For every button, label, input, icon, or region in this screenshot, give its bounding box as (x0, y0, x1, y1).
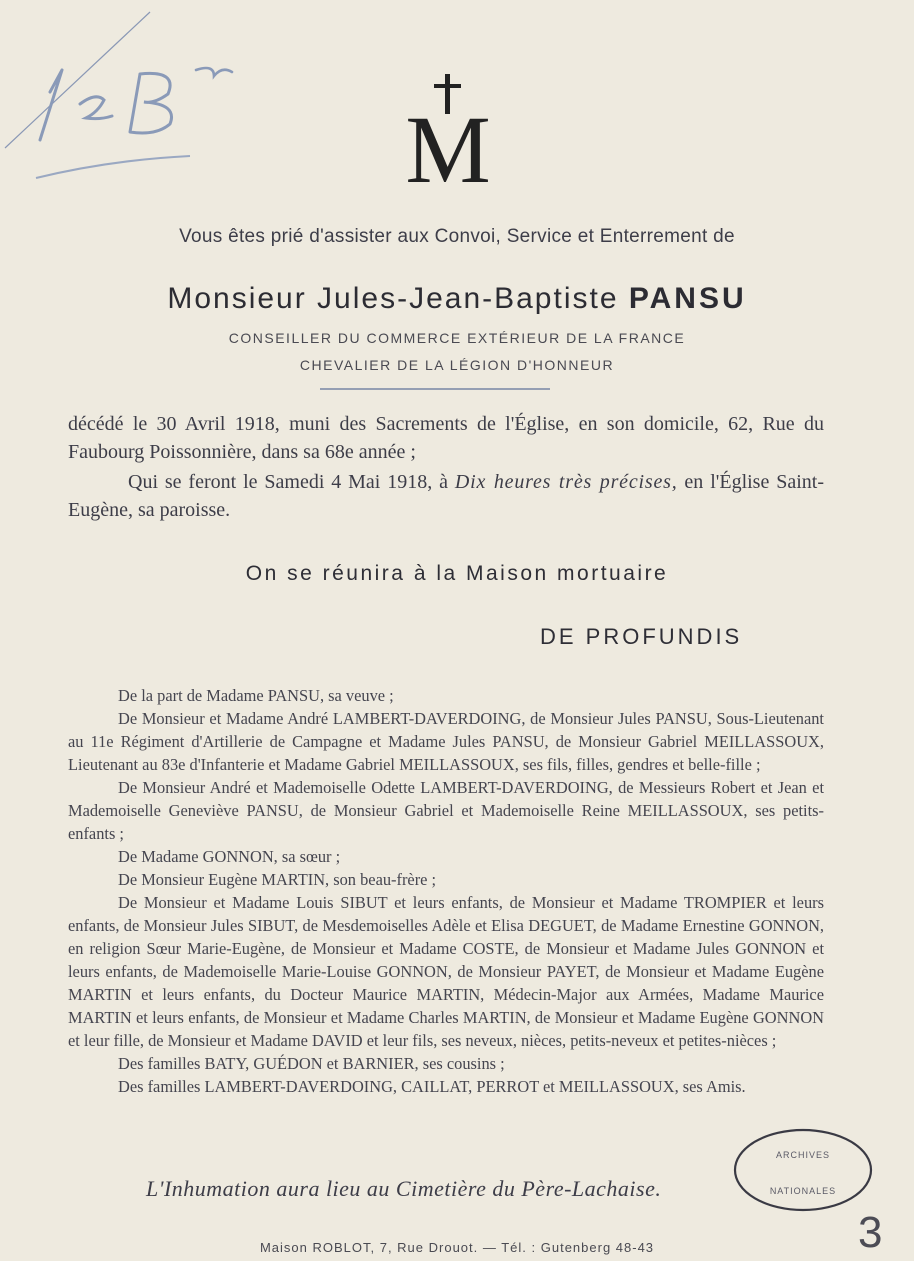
name-prefix: Monsieur Jules-Jean-Baptiste (167, 282, 619, 315)
service-details (68, 468, 824, 524)
divider-rule (320, 388, 550, 390)
surname: PANSU (628, 282, 747, 315)
service-time: Dix heures très précises, (454, 471, 678, 493)
title-conseiller: CONSEILLER DU COMMERCE EXTÉRIEUR DE LA FRANCE (228, 330, 686, 346)
family-line: De Monsieur André et Mademoiselle Odette LAMBERT-DAVERDOING, de Messieurs Robert et Jean et Mademoiselle Geneviève PANSU, de Monsieur Gabriel et Mademoiselle Reine MEILLASSOUX, ses petits-enfants ; (68, 778, 824, 843)
svg-text:ARCHIVES: ARCHIVES (775, 1150, 831, 1160)
service-text-after: en l'Église Saint-Eugène, sa paroisse. (68, 471, 824, 521)
page-number: 3 (858, 1208, 883, 1257)
inhumation-line: L'Inhumation aura lieu au Cimetière du Père-Lachaise. (146, 1176, 662, 1201)
de-profundis: DE PROFUNDIS (540, 624, 743, 649)
family-line: De Monsieur Eugène MARTIN, son beau-frère ; (118, 870, 437, 889)
family-line: De la part de Madame PANSU, sa veuve ; (118, 686, 394, 705)
family-line: De Monsieur et Madame André LAMBERT-DAVERDOING, de Monsieur Jules PANSU, Sous-Lieutenant au 11e Régiment d'Artillerie de Campagne et Madame Jules PANSU, de Monsieur Gabriel MEILLASSOUX, Lieutenant au 83e d'Infanterie et Madame Gabriel MEILLASSOUX, ses fils, filles, gendres et belle-fille ; (68, 709, 824, 774)
printer-footer: Maison ROBLOT, 7, Rue Drouot. — Tél. : Gutenberg 48-43 (259, 1240, 655, 1255)
service-text-before: Qui se feront le Samedi 4 Mai 1918, à (128, 471, 455, 493)
family-list (68, 684, 824, 1098)
monogram-letter: M (405, 96, 491, 188)
archives-stamp-icon (728, 1118, 878, 1218)
handwritten-annotation (0, 0, 260, 200)
family-line: De Madame GONNON, sa sœur ; (118, 847, 341, 866)
deceased-name (0, 282, 914, 316)
family-line: Des familles LAMBERT-DAVERDOING, CAILLAT, PERROT et MEILLASSOUX, ses Amis. (118, 1077, 746, 1096)
invitation-line: Vous êtes prié d'assister aux Convoi, Service et Enterrement de (179, 226, 735, 247)
death-notice: décédé le 30 Avril 1918, muni des Sacrements de l'Église, en son domicile, 62, Rue du Faubourg Poissonnière, dans sa 68e année ; (68, 413, 824, 463)
svg-text:NATIONALES: NATIONALES (769, 1186, 837, 1196)
family-line: De Monsieur et Madame Louis SIBUT et leurs enfants, de Monsieur et Madame TROMPIER et leurs enfants, de Monsieur Jules SIBUT, de Mesdemoiselles Adèle et Elisa DEGUET, de Madame Ernestine GONNON, en religion Sœur Marie-Eugène, de Monsieur et Madame COSTE, de Monsieur et Madame Jules GONNON et leurs enfants, de Mademoiselle Marie-Louise GONNON, de Monsieur PAYET, de Monsieur et Madame Eugène MARTIN et leurs enfants, du Docteur Maurice MARTIN, Médecin-Major aux Armées, Madame Maurice MARTIN et leurs enfants, de Monsieur et Madame Charles MARTIN, de Monsieur et Madame Eugène GONNON et leur fille, de Monsieur et Madame DAVID et leur fils, ses neveux, nièces, petits-neveux et petites-nièces ; (68, 893, 824, 1050)
family-line: Des familles BATY, GUÉDON et BARNIER, ses cousins ; (118, 1054, 505, 1073)
cross-monogram-icon (396, 72, 500, 188)
reunion-line: On se réunira à la Maison mortuaire (245, 562, 669, 585)
title-chevalier: CHEVALIER DE LA LÉGION D'HONNEUR (299, 357, 615, 373)
